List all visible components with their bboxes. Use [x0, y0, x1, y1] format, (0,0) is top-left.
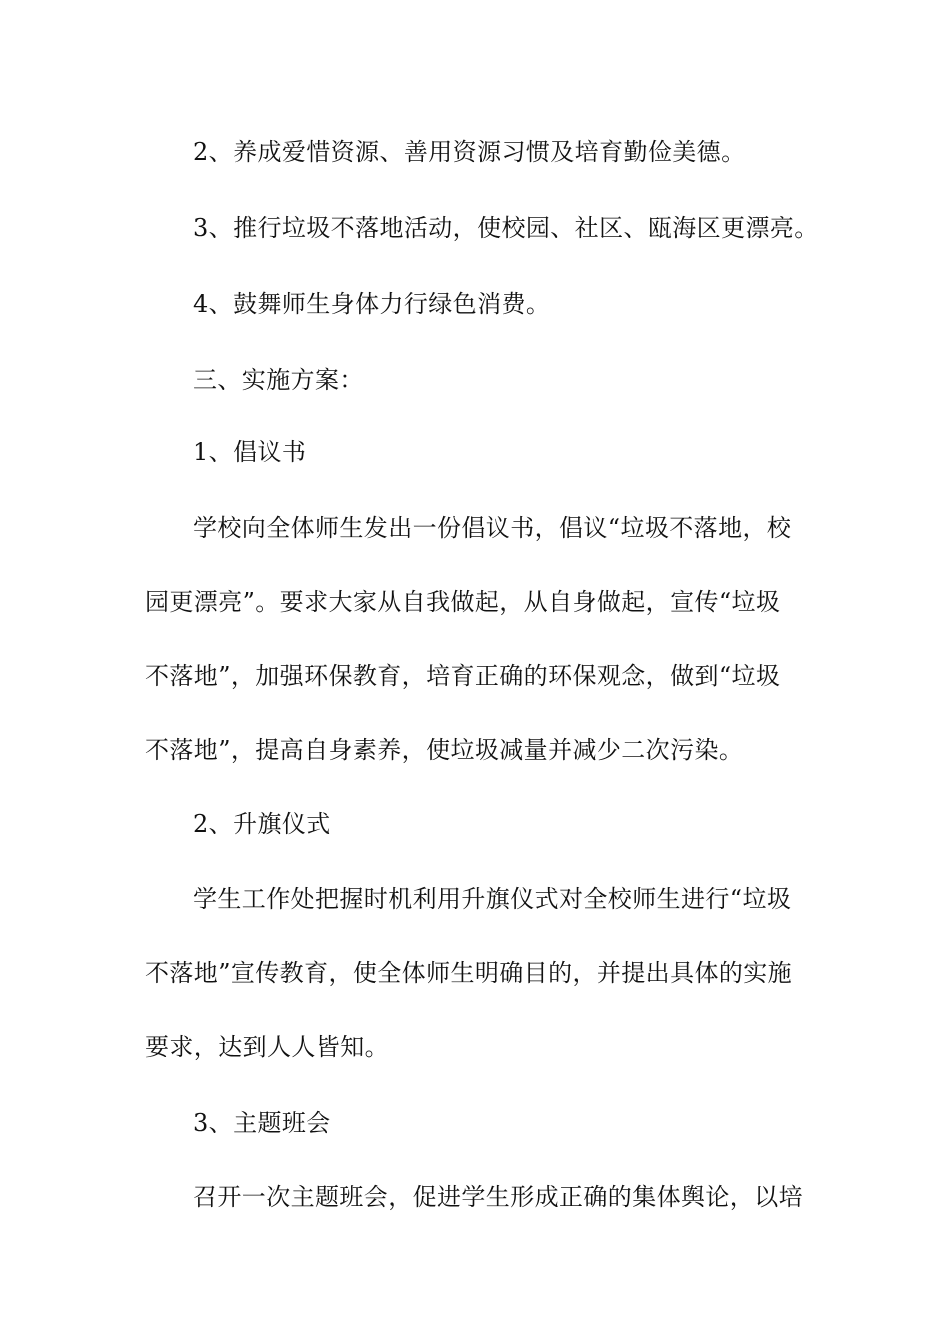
subheading-class-meeting: 3、主题班会	[193, 1109, 331, 1137]
section-heading-implementation: 三、实施方案：	[193, 366, 364, 394]
paragraph-flag-line-2: 不落地”宣传教育，使全体师生明确目的，并提出具体的实施	[145, 959, 793, 987]
subheading-proposal: 1、倡议书	[193, 438, 307, 466]
goal-item-4: 4、鼓舞师生身体力行绿色消费。	[193, 290, 551, 318]
paragraph-proposal-line-4: 不落地”，提高自身素养，使垃圾减量并减少二次污染。	[145, 736, 744, 764]
paragraph-proposal-line-3: 不落地”，加强环保教育，培育正确的环保观念，做到“垃圾	[145, 662, 781, 690]
paragraph-proposal-line-2: 园更漂亮”。要求大家从自我做起，从自身做起，宣传“垃圾	[145, 588, 781, 616]
paragraph-class-meeting-line-1: 召开一次主题班会，促进学生形成正确的集体舆论，以培	[193, 1183, 803, 1211]
paragraph-flag-line-1: 学生工作处把握时机利用升旗仪式对全校师生进行“垃圾	[193, 885, 792, 913]
subheading-flag-ceremony: 2、升旗仪式	[193, 810, 331, 838]
paragraph-flag-line-3: 要求，达到人人皆知。	[145, 1033, 389, 1061]
paragraph-proposal-line-1: 学校向全体师生发出一份倡议书，倡议“垃圾不落地，校	[193, 514, 792, 542]
goal-item-2: 2、养成爱惜资源、善用资源习惯及培育勤俭美德。	[193, 138, 746, 166]
goal-item-3: 3、推行垃圾不落地活动，使校园、社区、瓯海区更漂亮。	[193, 214, 819, 242]
